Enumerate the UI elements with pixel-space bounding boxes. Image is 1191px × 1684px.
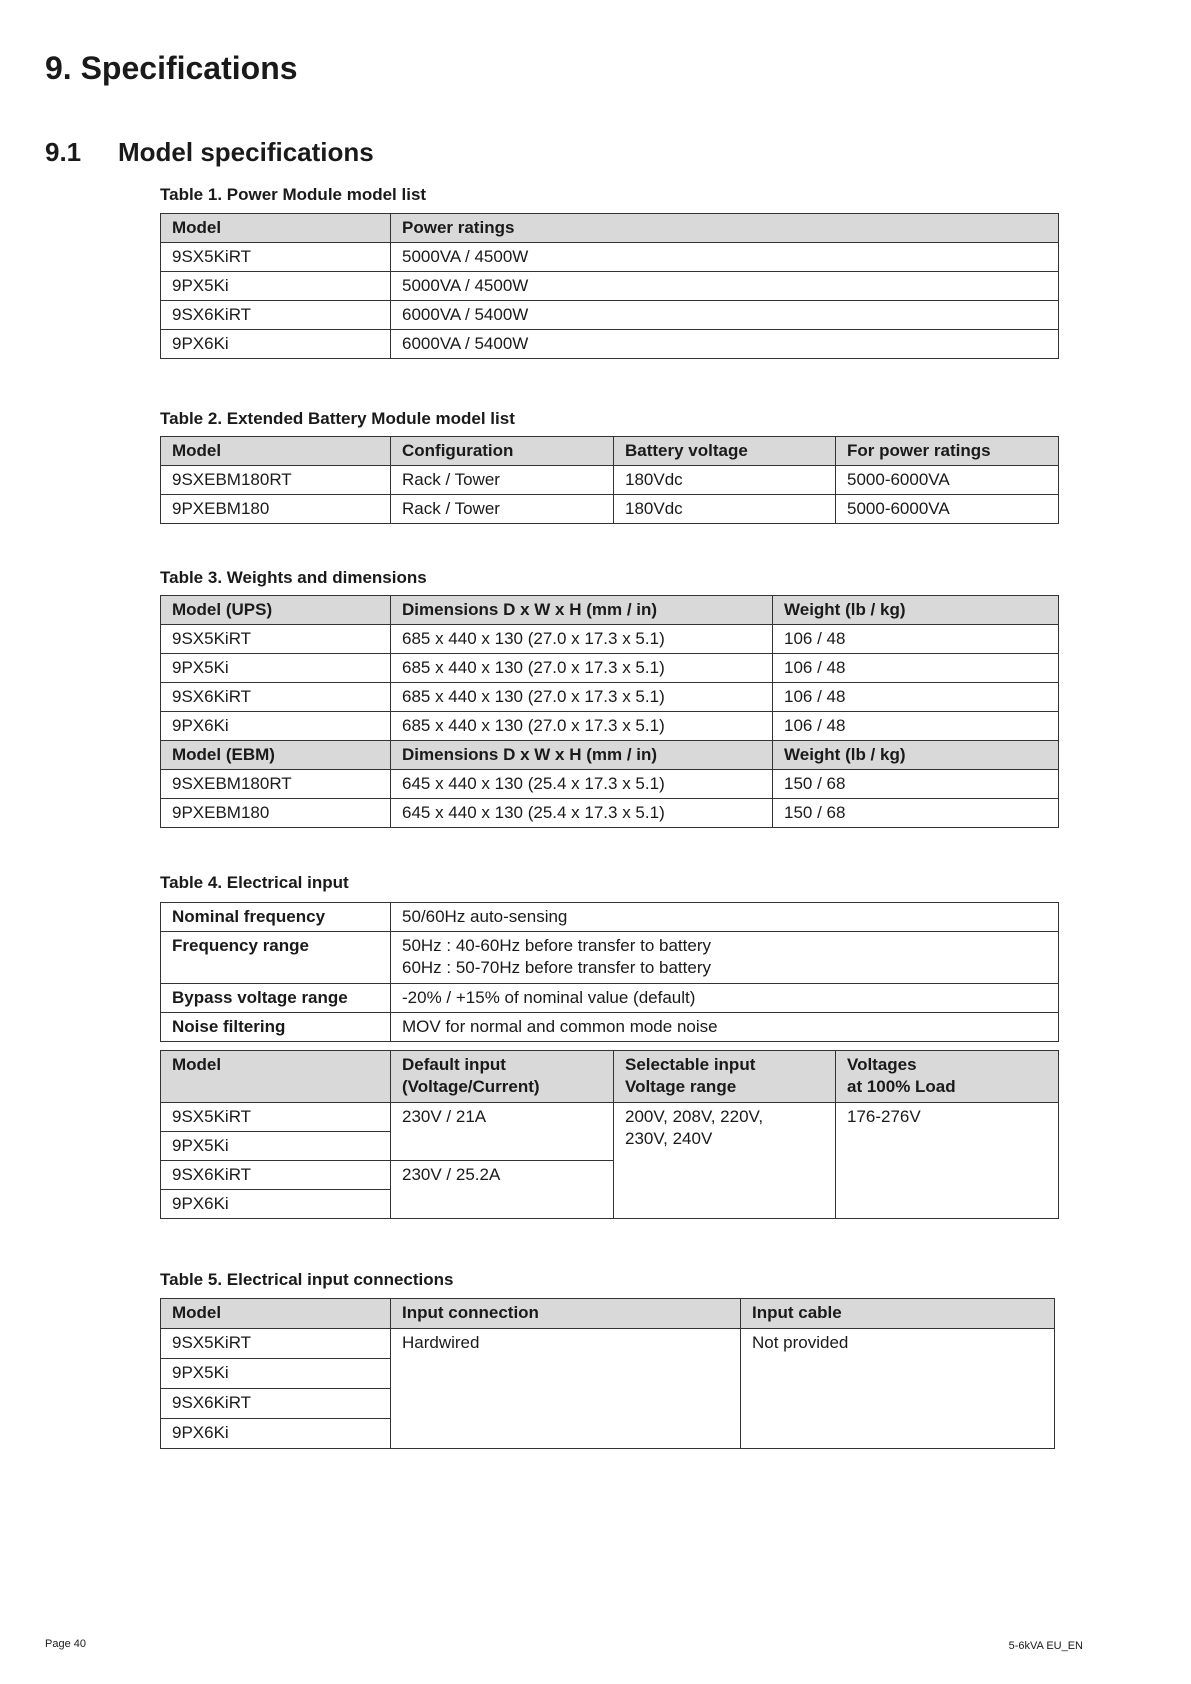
- header-model: Model: [161, 214, 391, 243]
- header-selectable-range: [614, 1051, 836, 1103]
- header-model: Model: [161, 1051, 391, 1103]
- table-row: [161, 683, 1059, 712]
- power-ratings-cell: 5000-6000VA: [836, 466, 1059, 495]
- table-row: [161, 1329, 1055, 1359]
- model-cell: 9PXEBM180: [161, 495, 391, 524]
- model-cell: 9PX6Ki: [161, 1190, 391, 1219]
- dimensions-cell: 685 x 440 x 130 (27.0 x 17.3 x 5.1): [391, 712, 773, 741]
- header-model-ebm: Model (EBM): [161, 741, 391, 770]
- header-line: Voltage range: [625, 1077, 737, 1096]
- weight-cell: 150 / 68: [773, 799, 1059, 828]
- power-module-table: [160, 213, 1059, 359]
- model-cell: 9SX5KiRT: [161, 243, 391, 272]
- default-input-cell: 230V / 21A: [391, 1103, 614, 1161]
- header-dimensions: Dimensions D x W x H (mm / in): [391, 741, 773, 770]
- configuration-cell: Rack / Tower: [391, 495, 614, 524]
- header-input-connection: Input connection: [391, 1299, 741, 1329]
- table5-caption: Table 5. Electrical input connections: [160, 1270, 454, 1289]
- header-line: (Voltage/Current): [402, 1077, 540, 1096]
- header-line: at 100% Load: [847, 1077, 956, 1096]
- table-row: [161, 932, 1059, 984]
- selectable-range-line: 230V, 240V: [625, 1129, 713, 1148]
- power-rating-cell: 6000VA / 5400W: [391, 301, 1059, 330]
- property-label: Nominal frequency: [161, 903, 391, 932]
- property-value: MOV for normal and common mode noise: [391, 1013, 1059, 1042]
- model-cell: 9SXEBM180RT: [161, 770, 391, 799]
- model-cell: 9PX6Ki: [161, 712, 391, 741]
- header-voltages: [836, 1051, 1059, 1103]
- table-row: [161, 1013, 1059, 1042]
- table-row: [161, 495, 1059, 524]
- weight-cell: 106 / 48: [773, 625, 1059, 654]
- property-value: 50/60Hz auto-sensing: [391, 903, 1059, 932]
- table3-caption: Table 3. Weights and dimensions: [160, 568, 427, 587]
- dimensions-cell: 685 x 440 x 130 (27.0 x 17.3 x 5.1): [391, 625, 773, 654]
- battery-module-table: [160, 436, 1059, 524]
- power-rating-cell: 6000VA / 5400W: [391, 330, 1059, 359]
- configuration-cell: Rack / Tower: [391, 466, 614, 495]
- weight-cell: 106 / 48: [773, 712, 1059, 741]
- table-header-row: [161, 437, 1059, 466]
- property-value-line: 50Hz : 40-60Hz before transfer to battery: [402, 936, 711, 955]
- model-cell: 9PX5Ki: [161, 272, 391, 301]
- table-row: [161, 984, 1059, 1013]
- table-header-row: [161, 596, 1059, 625]
- model-cell: 9SX6KiRT: [161, 1161, 391, 1190]
- selectable-range-cell: [614, 1103, 836, 1219]
- model-cell: 9PX5Ki: [161, 1359, 391, 1389]
- power-ratings-cell: 5000-6000VA: [836, 495, 1059, 524]
- section-title: Model specifications: [118, 137, 374, 167]
- voltages-cell: 176-276V: [836, 1103, 1059, 1219]
- model-cell: 9PX6Ki: [161, 1419, 391, 1449]
- table-row: [161, 1103, 1059, 1132]
- weight-cell: 150 / 68: [773, 770, 1059, 799]
- property-label: Bypass voltage range: [161, 984, 391, 1013]
- dimensions-cell: 685 x 440 x 130 (27.0 x 17.3 x 5.1): [391, 683, 773, 712]
- table-row: [161, 625, 1059, 654]
- model-cell: 9PX5Ki: [161, 1132, 391, 1161]
- header-line: Voltages: [847, 1055, 917, 1074]
- dimensions-cell: 645 x 440 x 130 (25.4 x 17.3 x 5.1): [391, 770, 773, 799]
- table-row: [161, 799, 1059, 828]
- model-cell: 9SX5KiRT: [161, 625, 391, 654]
- weights-dimensions-table: [160, 595, 1059, 828]
- property-value-line: 60Hz : 50-70Hz before transfer to battery: [402, 958, 711, 977]
- table-header-row: [161, 214, 1059, 243]
- header-weight: Weight (lb / kg): [773, 741, 1059, 770]
- header-model-ups: Model (UPS): [161, 596, 391, 625]
- property-label: Noise filtering: [161, 1013, 391, 1042]
- header-line: Default input: [402, 1055, 506, 1074]
- header-model: Model: [161, 1299, 391, 1329]
- header-for-power-ratings: For power ratings: [836, 437, 1059, 466]
- table-row: [161, 272, 1059, 301]
- model-cell: 9SX6KiRT: [161, 301, 391, 330]
- header-model: Model: [161, 437, 391, 466]
- table-row: [161, 654, 1059, 683]
- dimensions-cell: 685 x 440 x 130 (27.0 x 17.3 x 5.1): [391, 654, 773, 683]
- property-value: [391, 932, 1059, 984]
- table-row: [161, 243, 1059, 272]
- section-number: 9.1: [45, 137, 82, 167]
- header-default-input: [391, 1051, 614, 1103]
- header-dimensions: Dimensions D x W x H (mm / in): [391, 596, 773, 625]
- page-number: Page 40: [45, 1638, 86, 1650]
- header-weight: Weight (lb / kg): [773, 596, 1059, 625]
- header-power-ratings: Power ratings: [391, 214, 1059, 243]
- table-row: [161, 903, 1059, 932]
- model-cell: 9SXEBM180RT: [161, 466, 391, 495]
- table1-caption: Table 1. Power Module model list: [160, 185, 427, 204]
- table-header-row: [161, 1051, 1059, 1103]
- property-value: -20% / +15% of nominal value (default): [391, 984, 1059, 1013]
- input-cable-cell: Not provided: [741, 1329, 1055, 1449]
- table-header-row: [161, 1299, 1055, 1329]
- model-cell: 9PXEBM180: [161, 799, 391, 828]
- property-label: Frequency range: [161, 932, 391, 984]
- dimensions-cell: 645 x 440 x 130 (25.4 x 17.3 x 5.1): [391, 799, 773, 828]
- default-input-cell: 230V / 25.2A: [391, 1161, 614, 1219]
- page-title: 9. Specifications: [45, 50, 298, 86]
- document-code: 5-6kVA EU_EN: [1008, 1640, 1083, 1652]
- header-battery-voltage: Battery voltage: [614, 437, 836, 466]
- model-cell: 9SX6KiRT: [161, 683, 391, 712]
- table-row: [161, 330, 1059, 359]
- input-connections-table: [160, 1298, 1055, 1449]
- weight-cell: 106 / 48: [773, 654, 1059, 683]
- table2-caption: Table 2. Extended Battery Module model list: [160, 409, 515, 428]
- selectable-range-line: 200V, 208V, 220V,: [625, 1107, 764, 1126]
- header-configuration: Configuration: [391, 437, 614, 466]
- weight-cell: 106 / 48: [773, 683, 1059, 712]
- electrical-input-properties-table: [160, 902, 1059, 1042]
- electrical-input-models-table: [160, 1050, 1059, 1219]
- section-heading: [45, 137, 645, 167]
- model-cell: 9SX5KiRT: [161, 1329, 391, 1359]
- battery-voltage-cell: 180Vdc: [614, 466, 836, 495]
- header-input-cable: Input cable: [741, 1299, 1055, 1329]
- table-row: [161, 301, 1059, 330]
- table-row: [161, 712, 1059, 741]
- table-subheader-row: [161, 741, 1059, 770]
- model-cell: 9PX6Ki: [161, 330, 391, 359]
- table-row: [161, 466, 1059, 495]
- power-rating-cell: 5000VA / 4500W: [391, 243, 1059, 272]
- header-line: Selectable input: [625, 1055, 756, 1074]
- model-cell: 9SX6KiRT: [161, 1389, 391, 1419]
- model-cell: 9PX5Ki: [161, 654, 391, 683]
- table-row: [161, 770, 1059, 799]
- battery-voltage-cell: 180Vdc: [614, 495, 836, 524]
- input-connection-cell: Hardwired: [391, 1329, 741, 1449]
- model-cell: 9SX5KiRT: [161, 1103, 391, 1132]
- power-rating-cell: 5000VA / 4500W: [391, 272, 1059, 301]
- table4-caption: Table 4. Electrical input: [160, 873, 349, 892]
